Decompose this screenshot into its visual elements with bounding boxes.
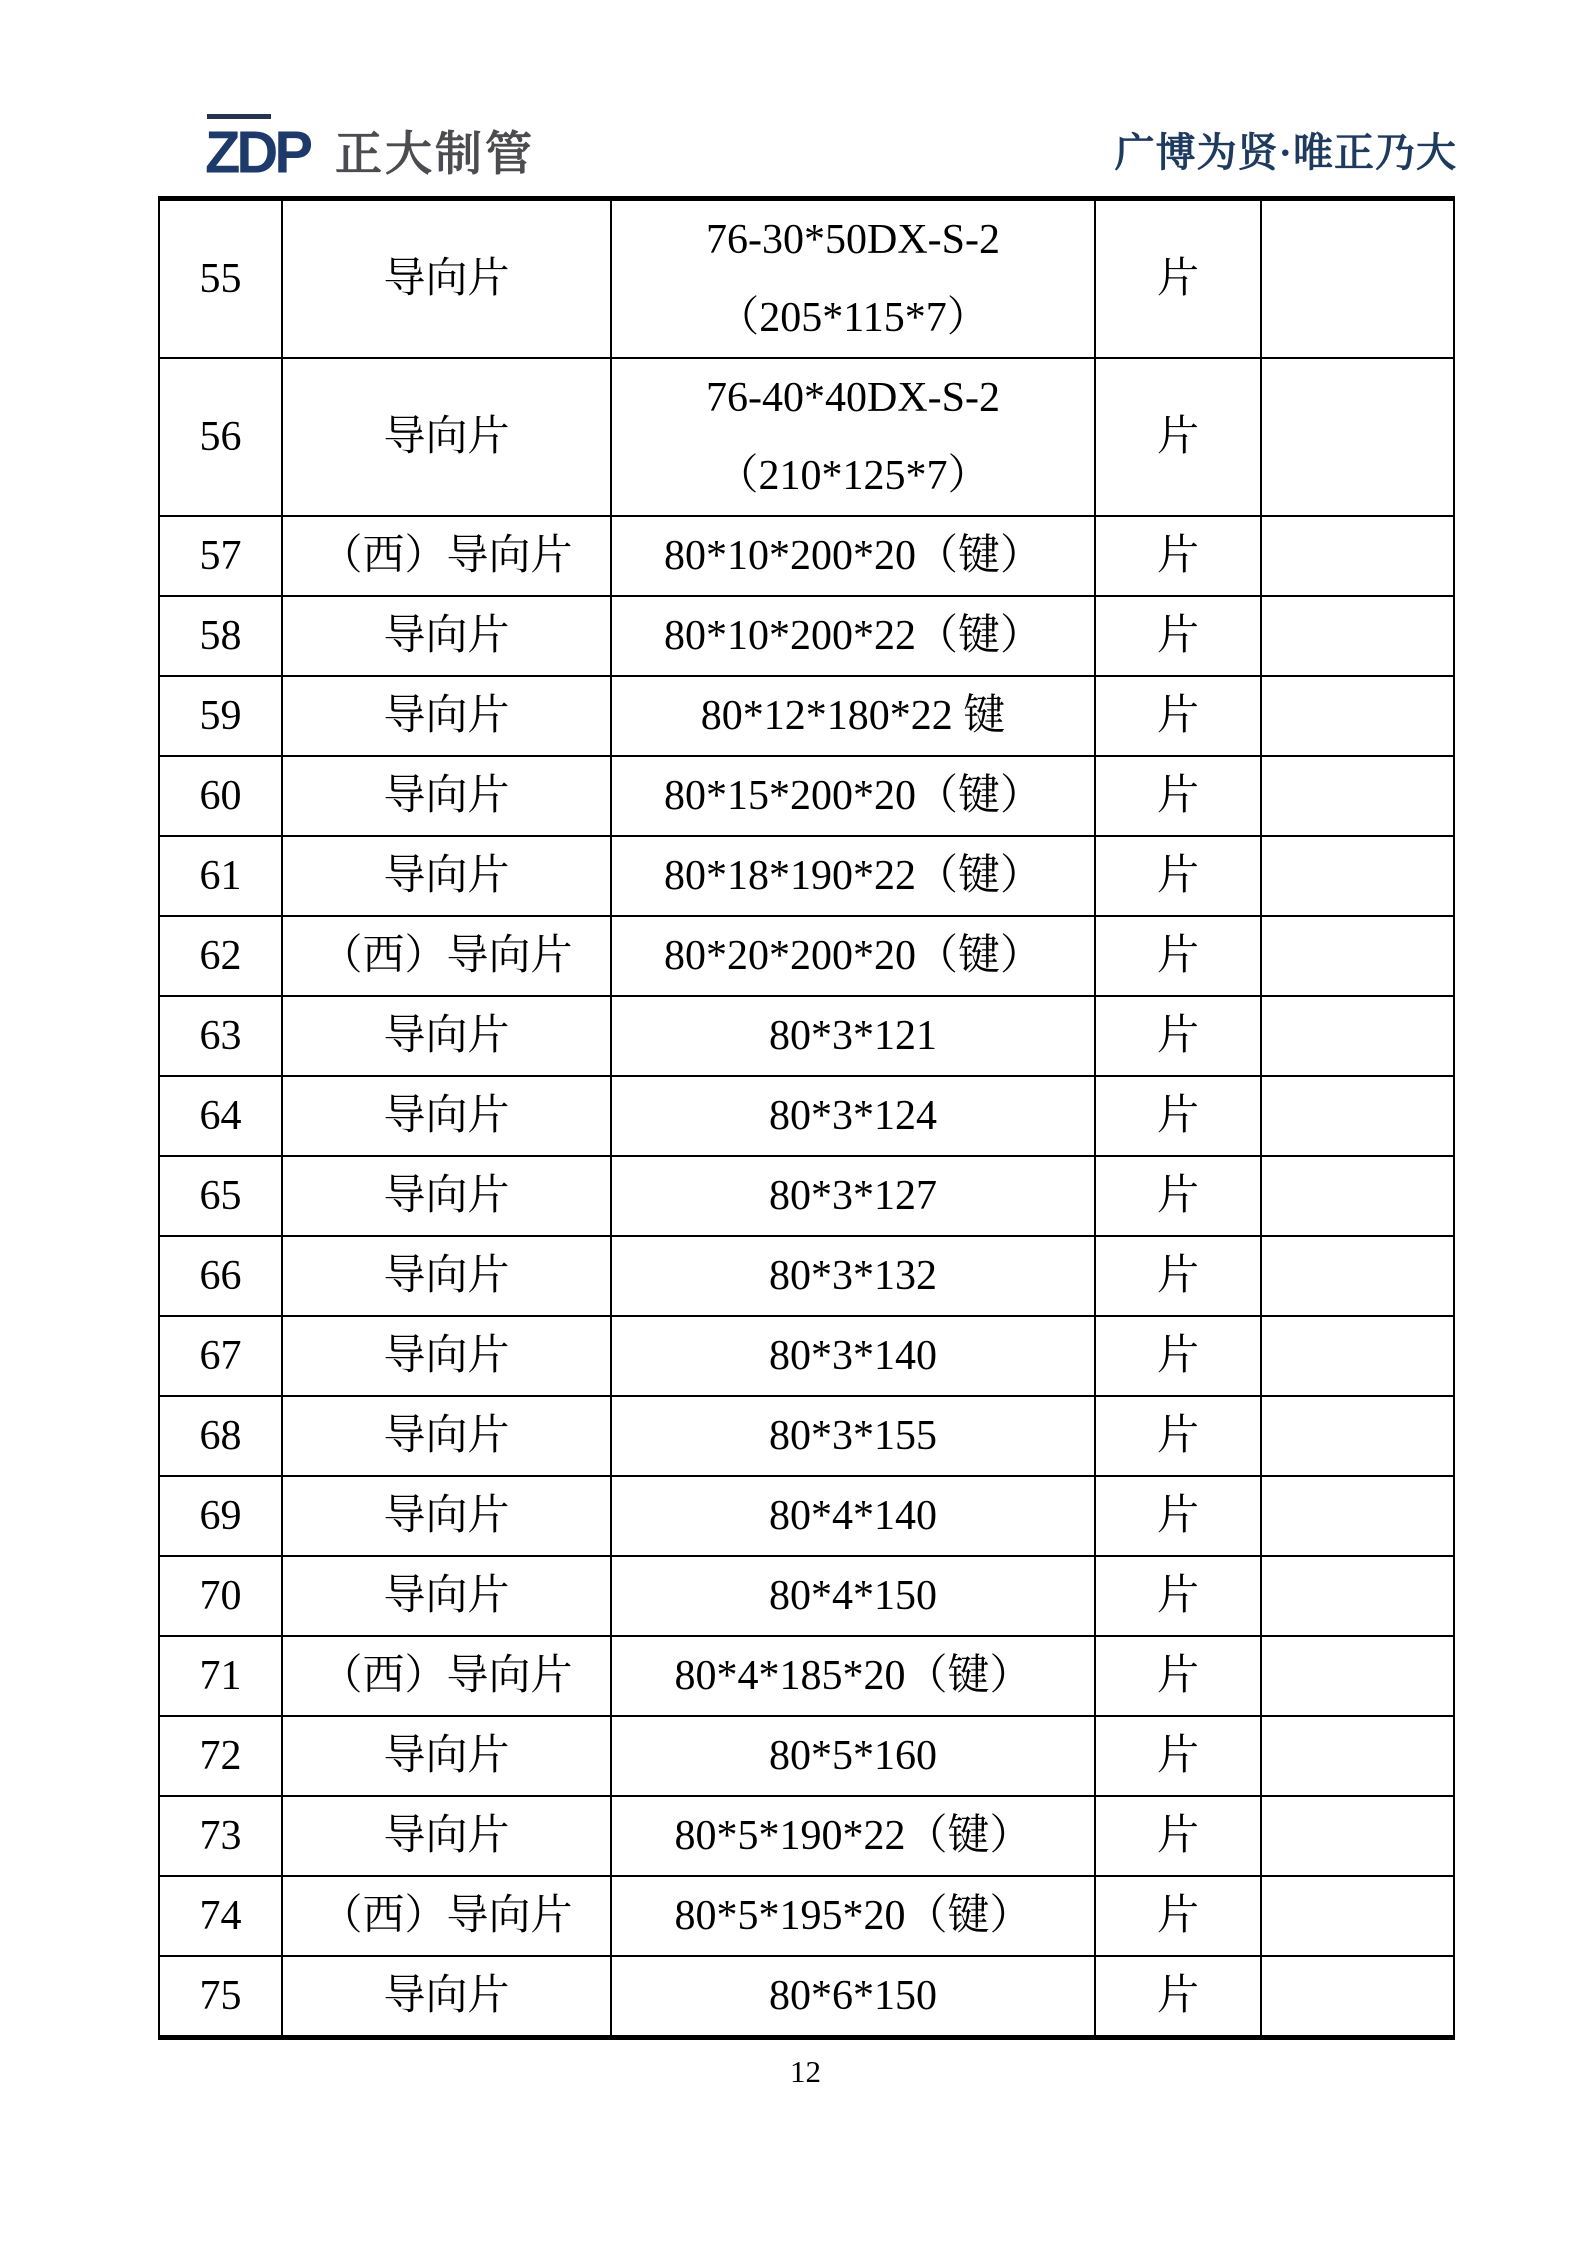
cell-unit: 片 xyxy=(1095,1716,1261,1796)
cell-unit: 片 xyxy=(1095,1956,1261,2038)
cell-row-number: 65 xyxy=(159,1156,282,1236)
specification-line: （210*125*7） xyxy=(716,452,990,499)
cell-specification xyxy=(611,1556,1095,1636)
table-row xyxy=(159,1236,1454,1316)
cell-remark xyxy=(1261,1316,1454,1396)
cell-specification xyxy=(611,199,1095,359)
cell-row-number: 64 xyxy=(159,1076,282,1156)
cell-specification xyxy=(611,1156,1095,1236)
cell-unit: 片 xyxy=(1095,516,1261,596)
table-row xyxy=(159,199,1454,359)
cell-remark xyxy=(1261,1076,1454,1156)
cell-specification xyxy=(611,1396,1095,1476)
cell-specification xyxy=(611,1636,1095,1716)
cell-remark xyxy=(1261,836,1454,916)
cell-part-name: 导向片 xyxy=(282,1796,611,1876)
cell-remark xyxy=(1261,1476,1454,1556)
cell-remark xyxy=(1261,516,1454,596)
cell-remark xyxy=(1261,1716,1454,1796)
table-row xyxy=(159,1716,1454,1796)
logo-zdp-text: ZDP xyxy=(205,119,309,186)
cell-part-name: 导向片 xyxy=(282,596,611,676)
cell-unit: 片 xyxy=(1095,836,1261,916)
cell-specification xyxy=(611,1476,1095,1556)
cell-unit: 片 xyxy=(1095,756,1261,836)
cell-row-number: 59 xyxy=(159,676,282,756)
page-header xyxy=(205,116,1457,190)
specification-line: 80*4*150 xyxy=(769,1572,937,1619)
table-row xyxy=(159,756,1454,836)
cell-row-number: 68 xyxy=(159,1396,282,1476)
cell-remark xyxy=(1261,1876,1454,1956)
specification-line: 80*5*195*20（键） xyxy=(674,1892,1032,1939)
specification-line: 80*5*160 xyxy=(769,1732,937,1779)
parts-table xyxy=(158,196,1455,2040)
company-logo xyxy=(205,119,535,186)
specification-line: 80*4*185*20（键） xyxy=(674,1652,1032,1699)
cell-part-name: 导向片 xyxy=(282,1956,611,2038)
table-row xyxy=(159,676,1454,756)
specification-line: 80*18*190*22（键） xyxy=(663,852,1042,899)
cell-row-number: 73 xyxy=(159,1796,282,1876)
cell-part-name: 导向片 xyxy=(282,1316,611,1396)
cell-part-name: 导向片 xyxy=(282,756,611,836)
specification-line: 80*3*132 xyxy=(769,1252,937,1299)
cell-specification xyxy=(611,1236,1095,1316)
cell-remark xyxy=(1261,1236,1454,1316)
cell-part-name: 导向片 xyxy=(282,1236,611,1316)
specification-line: 80*20*200*20（键） xyxy=(663,932,1042,979)
specification-line: （205*115*7） xyxy=(717,294,989,341)
cell-remark xyxy=(1261,1556,1454,1636)
specification-line: 80*12*180*22 键 xyxy=(700,692,1006,739)
table-row xyxy=(159,1396,1454,1476)
cell-unit: 片 xyxy=(1095,1636,1261,1716)
cell-remark xyxy=(1261,1396,1454,1476)
table-row xyxy=(159,1556,1454,1636)
cell-unit: 片 xyxy=(1095,1876,1261,1956)
cell-unit: 片 xyxy=(1095,1396,1261,1476)
cell-part-name: 导向片 xyxy=(282,836,611,916)
cell-specification xyxy=(611,676,1095,756)
table-row xyxy=(159,1316,1454,1396)
specification-line: 80*3*140 xyxy=(769,1332,937,1379)
specification-line: 80*6*150 xyxy=(769,1972,937,2019)
cell-row-number: 71 xyxy=(159,1636,282,1716)
cell-part-name: （西）导向片 xyxy=(282,1876,611,1956)
cell-remark xyxy=(1261,1156,1454,1236)
cell-part-name: 导向片 xyxy=(282,1476,611,1556)
cell-part-name: 导向片 xyxy=(282,358,611,516)
cell-part-name: 导向片 xyxy=(282,996,611,1076)
cell-remark xyxy=(1261,358,1454,516)
cell-remark xyxy=(1261,916,1454,996)
cell-part-name: 导向片 xyxy=(282,676,611,756)
cell-row-number: 56 xyxy=(159,358,282,516)
cell-unit: 片 xyxy=(1095,1236,1261,1316)
cell-part-name: （西）导向片 xyxy=(282,1636,611,1716)
cell-specification xyxy=(611,1876,1095,1956)
cell-row-number: 62 xyxy=(159,916,282,996)
table-row xyxy=(159,1076,1454,1156)
table-row xyxy=(159,1156,1454,1236)
cell-specification xyxy=(611,516,1095,596)
cell-specification xyxy=(611,596,1095,676)
specification-line: 80*3*155 xyxy=(769,1412,937,1459)
page-number: 12 xyxy=(790,2054,821,2089)
specification-line: 80*3*127 xyxy=(769,1172,937,1219)
table-row xyxy=(159,1476,1454,1556)
table-row xyxy=(159,996,1454,1076)
cell-unit: 片 xyxy=(1095,996,1261,1076)
cell-specification xyxy=(611,756,1095,836)
cell-part-name: 导向片 xyxy=(282,1716,611,1796)
specification-line: 80*10*200*22（键） xyxy=(663,612,1042,659)
cell-remark xyxy=(1261,676,1454,756)
cell-remark xyxy=(1261,596,1454,676)
cell-row-number: 72 xyxy=(159,1716,282,1796)
cell-remark xyxy=(1261,1956,1454,2038)
cell-specification xyxy=(611,1796,1095,1876)
specification-line: 80*4*140 xyxy=(769,1492,937,1539)
cell-unit: 片 xyxy=(1095,1796,1261,1876)
cell-row-number: 69 xyxy=(159,1476,282,1556)
table-row xyxy=(159,1636,1454,1716)
cell-row-number: 66 xyxy=(159,1236,282,1316)
table-row xyxy=(159,916,1454,996)
cell-specification xyxy=(611,358,1095,516)
table-row xyxy=(159,358,1454,516)
cell-unit: 片 xyxy=(1095,358,1261,516)
cell-specification xyxy=(611,996,1095,1076)
cell-part-name: （西）导向片 xyxy=(282,916,611,996)
table-row xyxy=(159,1956,1454,2038)
cell-specification xyxy=(611,1076,1095,1156)
specification-line: 80*15*200*20（键） xyxy=(663,772,1042,819)
cell-row-number: 63 xyxy=(159,996,282,1076)
cell-part-name: 导向片 xyxy=(282,1076,611,1156)
cell-specification xyxy=(611,1956,1095,2038)
cell-row-number: 75 xyxy=(159,1956,282,2038)
cell-unit: 片 xyxy=(1095,1556,1261,1636)
logo-accent-bar xyxy=(207,114,271,119)
cell-row-number: 67 xyxy=(159,1316,282,1396)
cell-part-name: 导向片 xyxy=(282,199,611,359)
specification-line: 76-30*50DX-S-2 xyxy=(706,216,1000,263)
cell-row-number: 55 xyxy=(159,199,282,359)
cell-specification xyxy=(611,1316,1095,1396)
cell-unit: 片 xyxy=(1095,199,1261,359)
table-row xyxy=(159,836,1454,916)
cell-specification xyxy=(611,1716,1095,1796)
cell-specification xyxy=(611,916,1095,996)
cell-row-number: 70 xyxy=(159,1556,282,1636)
logo-company-name: 正大制管 xyxy=(335,126,535,180)
table-row xyxy=(159,596,1454,676)
cell-part-name: 导向片 xyxy=(282,1556,611,1636)
table-row xyxy=(159,1876,1454,1956)
cell-remark xyxy=(1261,1636,1454,1716)
cell-unit: 片 xyxy=(1095,1156,1261,1236)
cell-part-name: 导向片 xyxy=(282,1156,611,1236)
company-motto: 广博为贤·唯正乃大 xyxy=(1114,130,1457,175)
specification-line: 76-40*40DX-S-2 xyxy=(706,374,1000,421)
page-footer xyxy=(158,2056,1453,2087)
cell-part-name: 导向片 xyxy=(282,1396,611,1476)
cell-row-number: 60 xyxy=(159,756,282,836)
cell-unit: 片 xyxy=(1095,596,1261,676)
parts-table-body xyxy=(159,199,1454,2038)
table-row xyxy=(159,516,1454,596)
cell-part-name: （西）导向片 xyxy=(282,516,611,596)
cell-unit: 片 xyxy=(1095,916,1261,996)
cell-row-number: 58 xyxy=(159,596,282,676)
cell-unit: 片 xyxy=(1095,1076,1261,1156)
cell-unit: 片 xyxy=(1095,1316,1261,1396)
cell-row-number: 61 xyxy=(159,836,282,916)
cell-remark xyxy=(1261,756,1454,836)
cell-unit: 片 xyxy=(1095,676,1261,756)
specification-line: 80*5*190*22（键） xyxy=(674,1812,1032,1859)
specification-line: 80*10*200*20（键） xyxy=(663,532,1042,579)
cell-remark xyxy=(1261,199,1454,359)
cell-row-number: 57 xyxy=(159,516,282,596)
cell-remark xyxy=(1261,996,1454,1076)
cell-remark xyxy=(1261,1796,1454,1876)
table-row xyxy=(159,1796,1454,1876)
specification-line: 80*3*124 xyxy=(769,1092,937,1139)
cell-unit: 片 xyxy=(1095,1476,1261,1556)
cell-specification xyxy=(611,836,1095,916)
parts-table-container xyxy=(158,196,1453,2040)
specification-line: 80*3*121 xyxy=(769,1012,937,1059)
cell-row-number: 74 xyxy=(159,1876,282,1956)
